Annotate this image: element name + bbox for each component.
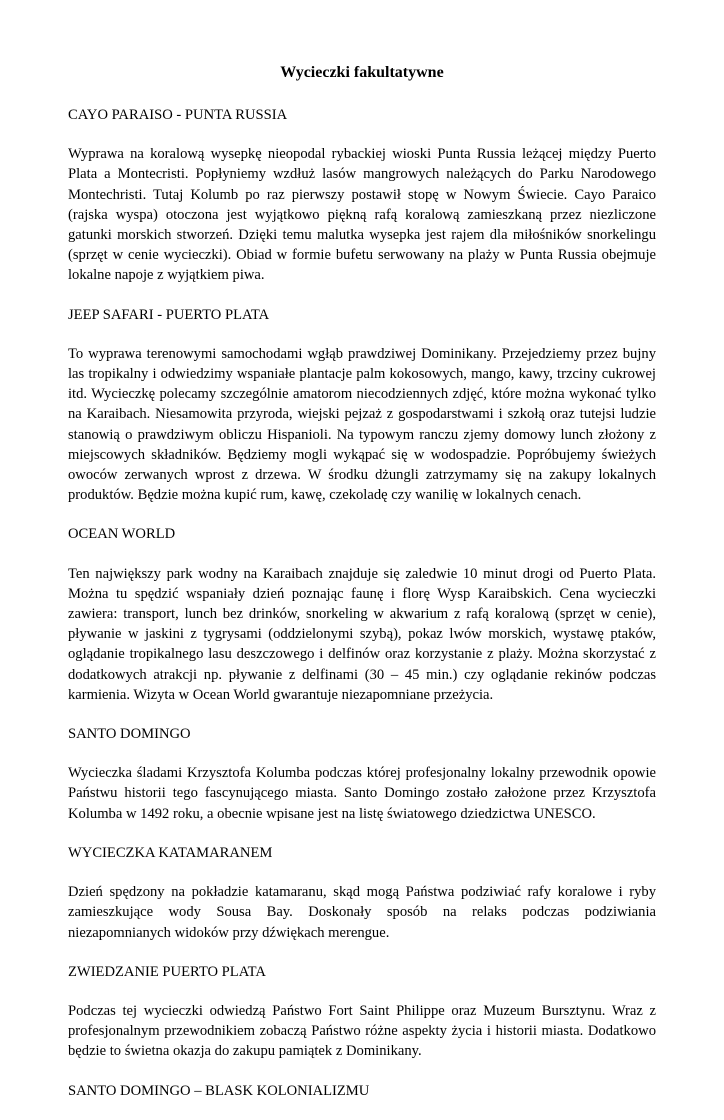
section-paragraph: To wyprawa terenowymi samochodami wgłąb prawdziwej Dominikany. Przejedziemy przez bujny las tropikalny i odwiedzimy wspaniałe plantacje palm kokosowych, mango, kawy, trzciny cukrowej itd. Wycieczkę polecamy szczególnie amatorom niecodziennych zdjęć, które można wykonać tylko na Karaibach. Niesamowita przyroda, wiejski pejzaż z gospodarstwami i szkołą oraz tutejsi ludzie stanowią o prawdziwym obliczu Hispanioli. Na typowym ranczu zjemy domowy lunch złożony z miejscowych składników. Będziemy mogli wykąpać się w wodospadzie. Popróbujemy świeżych owoców zerwanych wprost z drzewa. W środku dżungli zatrzymamy się na zakupy lokalnych produktów. Będzie można kupić rum, kawę, czekoladę czy wanilię w lokalnych cenach. (68, 345, 656, 504)
section-paragraph: Dzień spędzony na pokładzie katamaranu, skąd mogą Państwa podziwiać rafy koralowe i ryby zamieszkujące wody Sousa Bay. Doskonały sposób na relaks podczas podziwiania niezapomnianych widoków przy dźwiękach merengue. (68, 884, 656, 941)
document-title: Wycieczki fakultatywne (280, 64, 444, 81)
section-paragraph: Podczas tej wycieczki odwiedzą Państwo Fort Saint Philippe oraz Muzeum Bursztynu. Wraz z profesjonalnym przewodnikiem zobaczą Państwo różne aspekty życia i historii miasta. Dodatkowo będzie to świetna okazja do zakupu pamiątek z Dominikany. (68, 1002, 656, 1060)
section-heading: CAYO PARAISO - PUNTA RUSSIA (68, 107, 288, 123)
section-heading: OCEAN WORLD (68, 526, 176, 543)
section-paragraph: Wycieczka śladami Krzysztofa Kolumba podczas której profesjonalny lokalny przewodnik opowie Państwu historii tego fascynującego miasta. Santo Domingo zostało założone przez Krzysztofa Kolumba w 1492 roku, a obecnie wpisane jest na listę światowego dziedzictwa UNESCO. (68, 765, 656, 822)
section-heading: ZWIEDZANIE PUERTO PLATA (68, 963, 266, 980)
document-page (68, 62, 656, 1120)
section-paragraph: Ten największy park wodny na Karaibach znajduje się zaledwie 10 minut drogi od Puerto Plata. Można tu spędzić wspaniały dzień poznając faunę i florę Wysp Karaibskich. Cena wycieczki zawiera: transport, lunch bez drinków, snorkeling w akwarium z rafą koralową (sprzęt w cenie), pływanie w jaskini z tygrysami (oddzielonymi szybą), pokaz lwów morskich, wystawę ptaków, oglądanie tropikalnego lasu deszczowego i delfinów oraz korzystanie z plaży. Można skorzystać z dodatkowych atrakcji np. pływanie z delfinami (30 – 45 min.) czy oglądanie rekinów podczas karmienia. Wizyta w Ocean World gwarantuje niezapomniane przeżycia. (68, 565, 656, 703)
section-heading: WYCIECZKA KATAMARANEM (68, 844, 273, 861)
section-heading: SANTO DOMINGO (68, 726, 191, 743)
section-heading: JEEP SAFARI - PUERTO PLATA (68, 306, 270, 323)
section-heading: SANTO DOMINGO – BLASK KOLONIALIZMU (68, 1082, 370, 1099)
section-paragraph: Wyprawa na koralową wysepkę nieopodal rybackiej wioski Punta Russia leżącej między Puerto Plata a Montecristi. Popłyniemy wzdłuż lasów mangrowych należących do Parku Narodowego Montechristi. Tutaj Kolumb po raz pierwszy postawił stopę w Nowym Świecie. Cayo Paraico (rajska wyspa) otoczona jest wyjątkowo piękną rafą koralową zamieszkaną przez niezliczone gatunki morskich stworzeń. Dzięki temu malutka wysepka jest rajem dla miłośników snorkelingu (sprzęt w cenie wycieczki). Obiad w formie bufetu serwowany na plaży w Punta Russia obejmuje lokalne napoje z wyjątkiem piwa. (68, 146, 656, 284)
